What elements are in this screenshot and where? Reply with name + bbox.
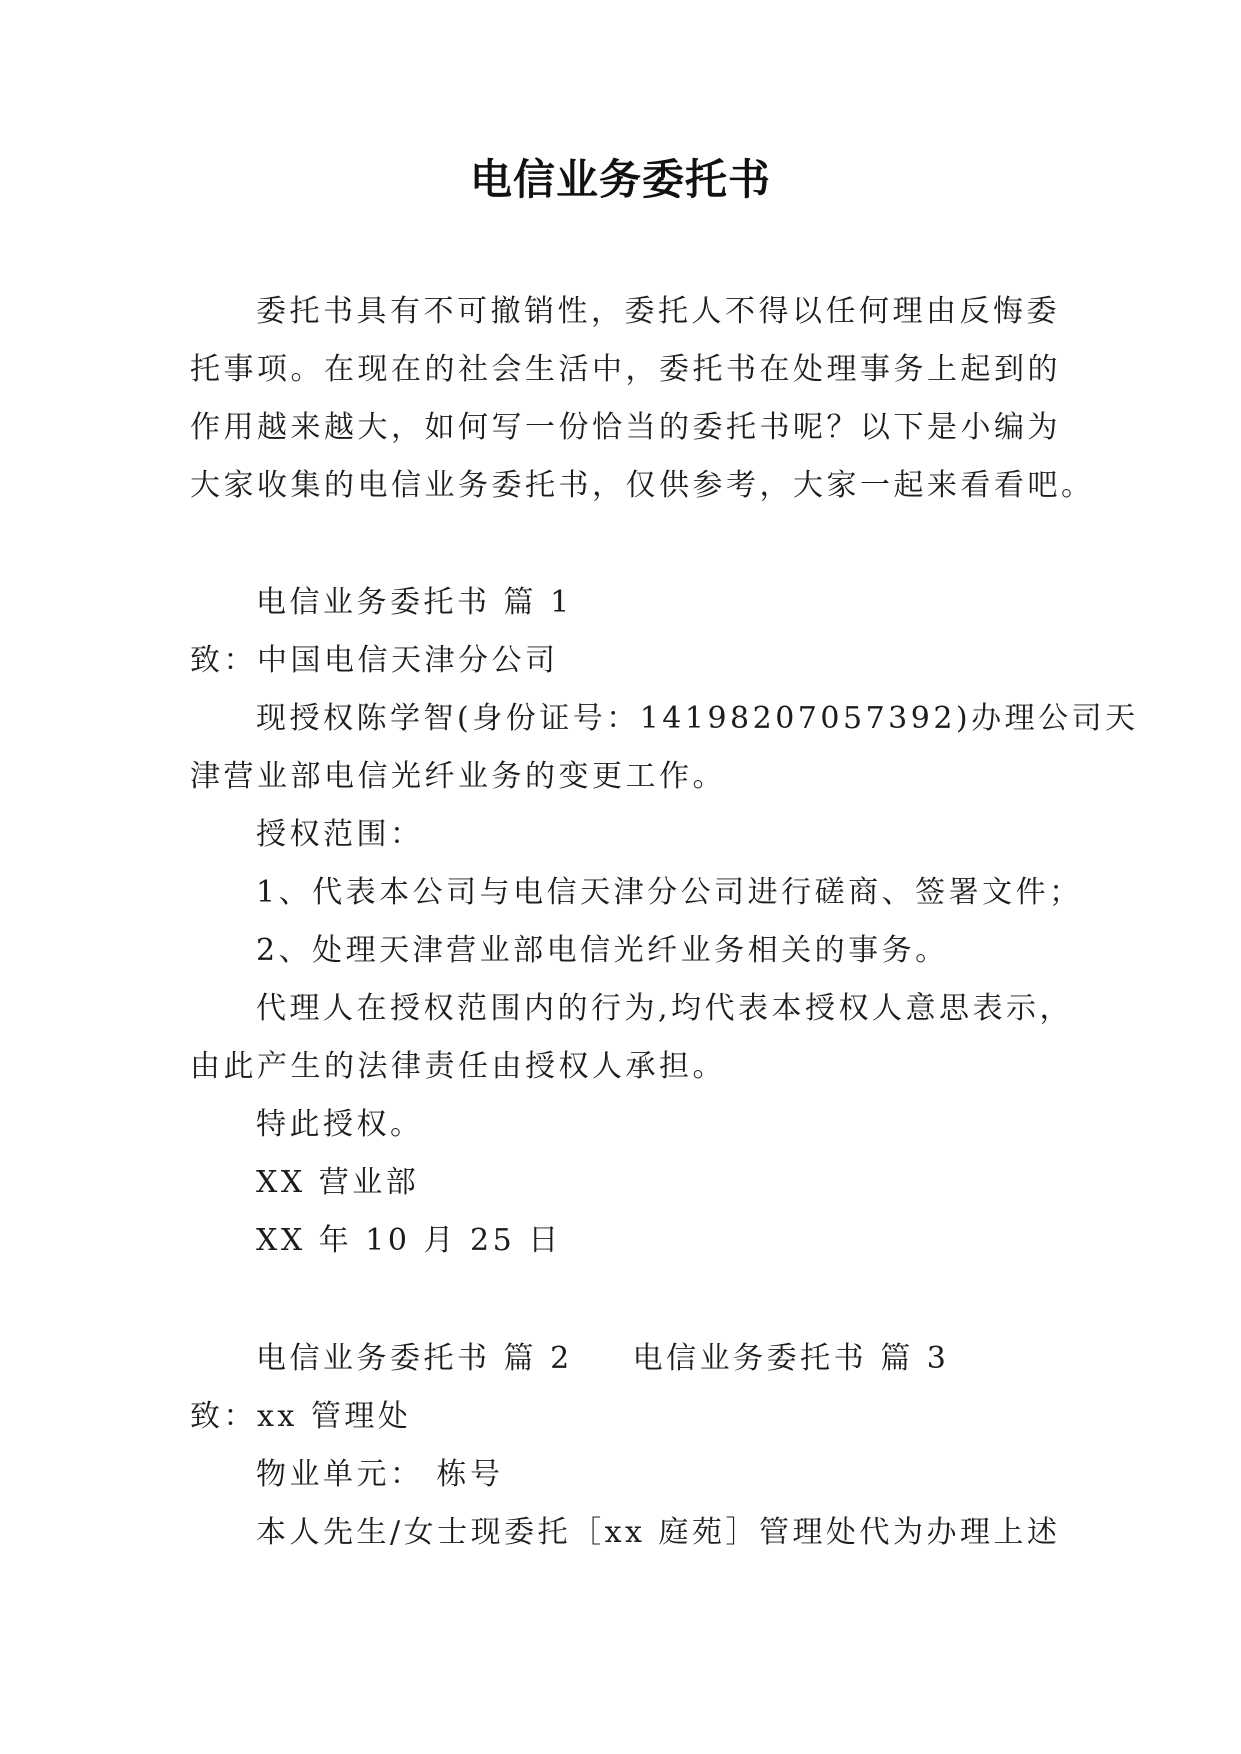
- section-1-agent-line-1: 代理人在授权范围内的行为,均代表本授权人意思表示，: [256, 991, 1074, 1026]
- intro-line-2: 托事项。在现在的社会生活中，委托书在处理事务上起到的: [190, 352, 1061, 387]
- document-title: 电信业务委托书: [469, 155, 771, 204]
- section-1-scope-item-2: 2、处理天津营业部电信光纤业务相关的事务。: [256, 933, 949, 968]
- section-2-body-line: 本人先生/女士现委托［xx 庭苑］管理处代为办理上述: [256, 1515, 1061, 1550]
- section-1-signer: XX 营业部: [256, 1165, 420, 1200]
- section-3-heading: 电信业务委托书 篇 3: [632, 1341, 950, 1376]
- intro-line-1: 委托书具有不可撤销性，委托人不得以任何理由反悔委: [256, 294, 1060, 329]
- section-1-recipient: 致：中国电信天津分公司: [190, 643, 559, 678]
- section-1-scope-item-1: 1、代表本公司与电信天津分公司进行磋商、签署文件；: [256, 875, 1083, 910]
- section-1-agent-line-2: 由此产生的法律责任由授权人承担。: [190, 1049, 726, 1084]
- section-1-scope-label: 授权范围：: [256, 817, 424, 852]
- intro-line-4: 大家收集的电信业务委托书，仅供参考，大家一起来看看吧。: [190, 468, 1095, 503]
- section-1-special: 特此授权。: [256, 1107, 424, 1142]
- section-2-heading-row: [256, 1339, 949, 1379]
- intro-line-3: 作用越来越大，如何写一份恰当的委托书呢？以下是小编为: [190, 410, 1061, 445]
- section-1-auth-line-2: 津营业部电信光纤业务的变更工作。: [190, 759, 726, 794]
- section-2-unit: 物业单元： 栋号: [256, 1457, 504, 1492]
- section-1-heading: 电信业务委托书 篇 1: [256, 585, 573, 620]
- section-2-heading: 电信业务委托书 篇 2: [256, 1341, 573, 1376]
- section-2-recipient: 致：xx 管理处: [190, 1399, 412, 1434]
- section-1-auth-line-1: 现授权陈学智(身份证号：14198207057392)办理公司天: [256, 701, 1139, 736]
- section-1-date: XX 年 10 月 25 日: [256, 1223, 562, 1258]
